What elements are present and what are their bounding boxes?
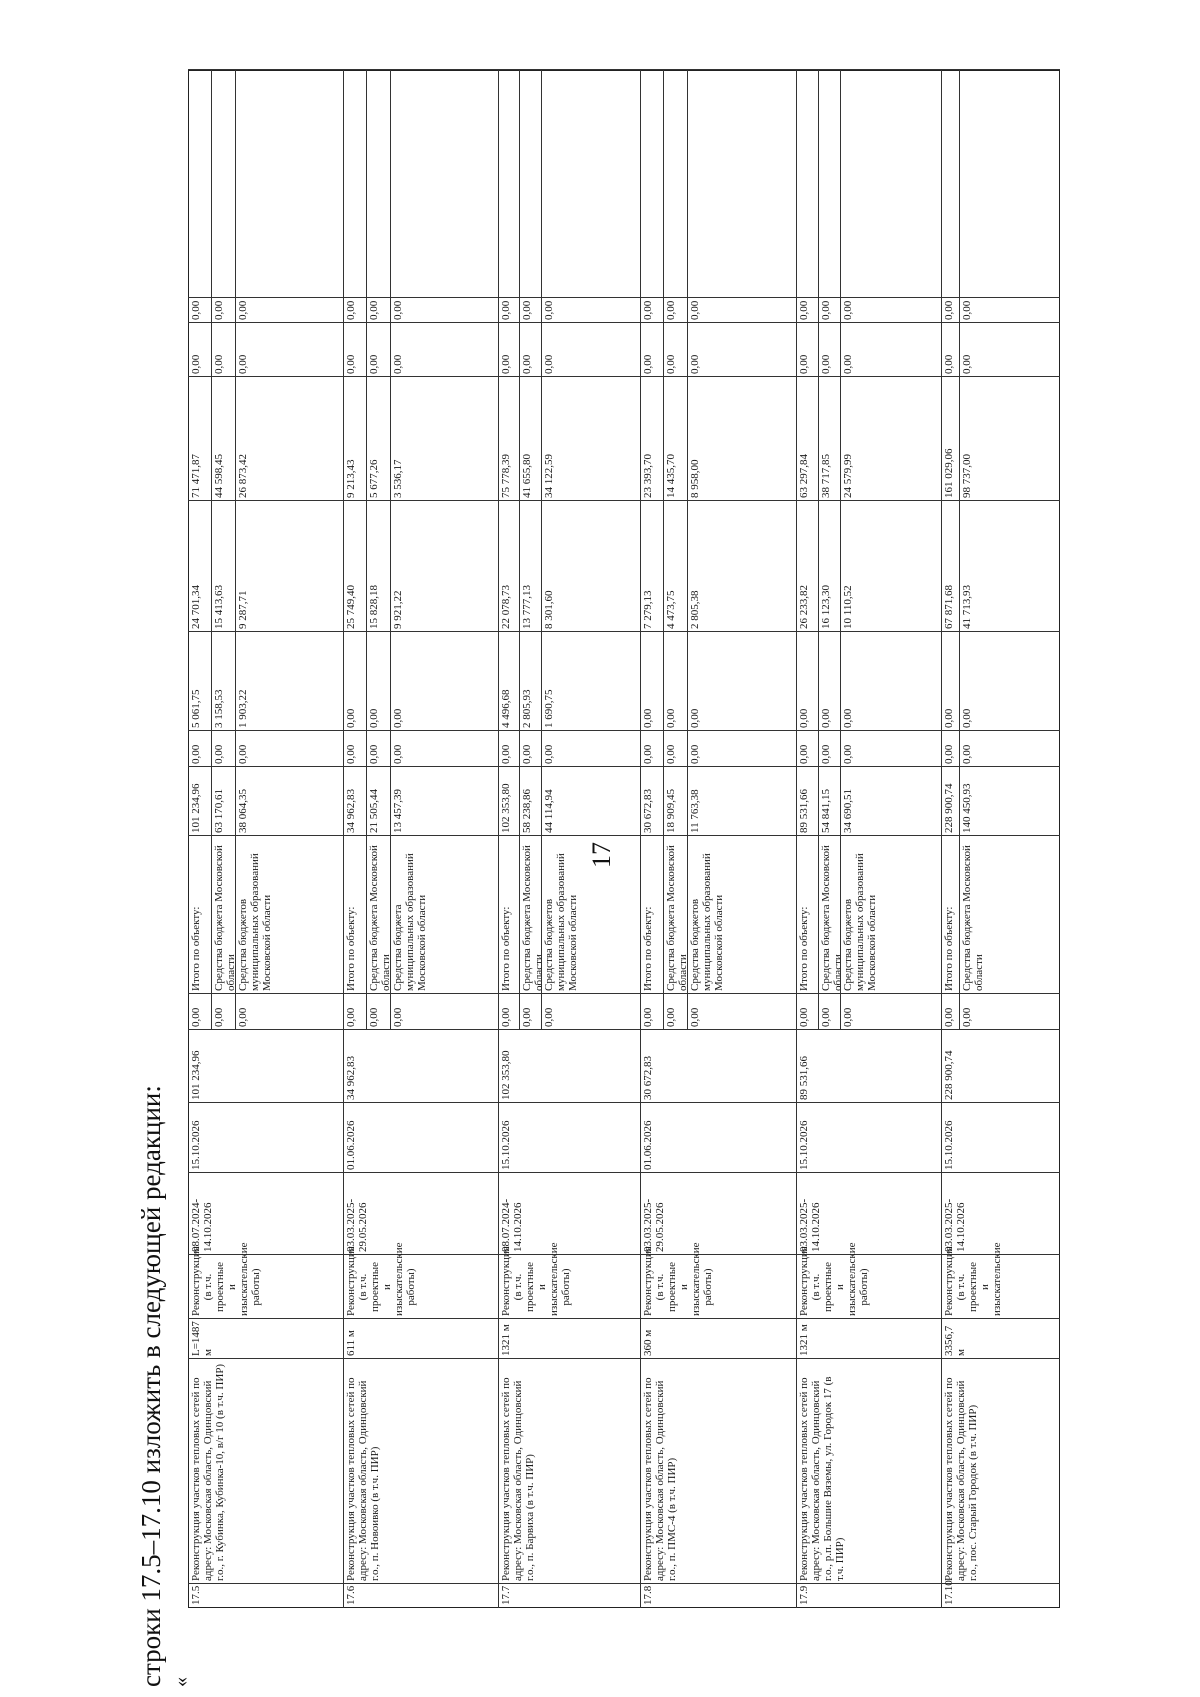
object-length: 360 м <box>642 1329 654 1356</box>
page-number: 17 <box>587 842 616 868</box>
funding-value-5: 38 717,85 <box>820 454 832 498</box>
funding-value-4: 15 413,63 <box>213 585 225 629</box>
work-period: 03.03.2025-14.10.2026 <box>798 1198 822 1252</box>
funding-value-6: 0,00 <box>500 354 512 374</box>
funding-value-5: 8 958,00 <box>689 459 701 498</box>
funding-value-a: 0,00 <box>820 1007 832 1027</box>
funding-value-7: 0,00 <box>943 300 955 320</box>
funding-total: 54 841,15 <box>820 789 832 833</box>
funding-value-a: 0,00 <box>842 1007 854 1027</box>
funding-value-7: 0,00 <box>820 300 832 320</box>
work-type: Реконструкция (в т.ч. проектные и изыскательские работы) <box>798 1242 870 1316</box>
work-type: Реконструкция (в т.ч. проектные и изыскательские работы) <box>190 1242 262 1316</box>
funding-total: 34 962,83 <box>345 789 357 833</box>
funding-value-2: 0,00 <box>368 744 380 764</box>
funding-value-2: 0,00 <box>213 744 225 764</box>
row-number: 17.8 <box>642 1585 654 1605</box>
funding-value-2: 0,00 <box>642 744 654 764</box>
end-date: 01.06.2026 <box>642 1120 654 1170</box>
funding-value-3: 5 061,75 <box>190 689 202 728</box>
funding-value-5: 9 213,43 <box>345 459 357 498</box>
funding-value-2: 0,00 <box>237 744 249 764</box>
funding-source: Средства бюджета Московской области <box>368 845 392 991</box>
funding-value-2: 0,00 <box>345 744 357 764</box>
funding-value-7: 0,00 <box>190 300 202 320</box>
end-date: 15.10.2026 <box>500 1120 512 1170</box>
funding-value-7: 0,00 <box>521 300 533 320</box>
funding-value-5: 24 579,99 <box>842 454 854 498</box>
funding-source: Итого по объекту: <box>345 906 357 991</box>
funding-value-4: 22 078,73 <box>500 585 512 629</box>
total-cost: 102 353,80 <box>500 1050 512 1100</box>
funding-total: 101 234,96 <box>190 783 202 833</box>
funding-value-2: 0,00 <box>961 744 973 764</box>
funding-value-6: 0,00 <box>842 354 854 374</box>
funding-value-a: 0,00 <box>689 1007 701 1027</box>
funding-value-2: 0,00 <box>543 744 555 764</box>
funding-source: Средства бюджетов муниципальных образований Московской области <box>543 853 579 991</box>
funding-value-5: 34 122,59 <box>543 454 555 498</box>
funding-total: 140 450,93 <box>961 783 973 833</box>
amendment-table <box>188 70 1060 1608</box>
funding-value-4: 26 233,82 <box>798 585 810 629</box>
total-cost: 228 900,74 <box>943 1050 955 1100</box>
funding-source: Средства бюджета Московской области <box>665 845 689 991</box>
object-name: Реконструкция участков тепловых сетей по адресу: Московская область, Одинцовский г.о., р.п. Большие Вяземы, ул. Городок 17 (в т.ч. ПИР) <box>798 1376 846 1581</box>
funding-total: 18 909,45 <box>665 789 677 833</box>
funding-value-6: 0,00 <box>368 354 380 374</box>
funding-value-2: 0,00 <box>521 744 533 764</box>
object-length: L=1487 м <box>190 1321 214 1356</box>
work-type: Реконструкция (в т.ч. проектные и изыскательские работы) <box>345 1242 417 1316</box>
funding-value-6: 0,00 <box>642 354 654 374</box>
funding-value-2: 0,00 <box>820 744 832 764</box>
funding-value-7: 0,00 <box>368 300 380 320</box>
funding-value-6: 0,00 <box>689 354 701 374</box>
funding-value-a: 0,00 <box>213 1007 225 1027</box>
funding-total: 21 505,44 <box>368 789 380 833</box>
total-cost: 101 234,96 <box>190 1050 202 1100</box>
funding-value-6: 0,00 <box>213 354 225 374</box>
funding-value-4: 24 701,34 <box>190 585 202 629</box>
funding-value-6: 0,00 <box>237 354 249 374</box>
object-length: 611 м <box>345 1330 357 1356</box>
funding-value-a: 0,00 <box>521 1007 533 1027</box>
funding-total: 63 170,61 <box>213 789 225 833</box>
object-length: 1321 м <box>798 1324 810 1356</box>
funding-value-a: 0,00 <box>798 1007 810 1027</box>
funding-source: Средства бюджетов муниципальных образований Московской области <box>689 853 725 991</box>
work-period: 08.07.2024-14.10.2026 <box>500 1198 524 1252</box>
funding-value-4: 8 301,60 <box>543 590 555 629</box>
funding-value-5: 161 029,06 <box>943 448 955 498</box>
funding-value-6: 0,00 <box>521 354 533 374</box>
object-name: Реконструкция участков тепловых сетей по адресу: Московская область, Одинцовский г.о., п. ПМС-4 (в т.ч. ПИР) <box>642 1377 678 1581</box>
funding-source: Итого по объекту: <box>943 906 955 991</box>
funding-value-7: 0,00 <box>392 300 404 320</box>
work-period: 08.07.2024-14.10.2026 <box>190 1198 214 1252</box>
funding-source: Средства бюджета муниципальных образований Московской области <box>392 853 428 991</box>
heading-block <box>131 887 191 1687</box>
funding-value-7: 0,00 <box>237 300 249 320</box>
end-date: 15.10.2026 <box>190 1120 202 1170</box>
funding-value-6: 0,00 <box>943 354 955 374</box>
work-type: Реконструкция (в т.ч. проектные и изыскательские <box>943 1242 1003 1316</box>
funding-total: 13 457,39 <box>392 789 404 833</box>
object-name: Реконструкция участков тепловых сетей по адресу: Московская область, Одинцовский г.о., п. Барвиха (в т.ч. ПИР) <box>500 1377 536 1581</box>
funding-value-6: 0,00 <box>345 354 357 374</box>
funding-value-a: 0,00 <box>961 1007 973 1027</box>
funding-value-2: 0,00 <box>190 744 202 764</box>
funding-value-7: 0,00 <box>842 300 854 320</box>
funding-value-a: 0,00 <box>237 1007 249 1027</box>
funding-value-3: 4 496,68 <box>500 689 512 728</box>
object-length: 3356,7 м <box>943 1325 967 1356</box>
row-number: 17.6 <box>345 1585 357 1605</box>
funding-value-7: 0,00 <box>665 300 677 320</box>
funding-value-6: 0,00 <box>190 354 202 374</box>
end-date: 01.06.2026 <box>345 1120 357 1170</box>
funding-value-5: 26 873,42 <box>237 454 249 498</box>
funding-value-2: 0,00 <box>689 744 701 764</box>
funding-value-6: 0,00 <box>543 354 555 374</box>
work-period: 03.03.2025-29.05.2026 <box>345 1198 369 1252</box>
funding-value-3: 0,00 <box>642 708 654 728</box>
funding-value-3: 1 903,22 <box>237 689 249 728</box>
total-cost: 30 672,83 <box>642 1056 654 1100</box>
funding-value-5: 71 471,87 <box>190 454 202 498</box>
work-period: 03.03.2025-29.05.2026 <box>642 1198 666 1252</box>
funding-source: Итого по объекту: <box>190 906 202 991</box>
funding-source: Средства бюджета Московской области <box>961 845 985 991</box>
funding-value-4: 4 473,75 <box>665 590 677 629</box>
funding-value-3: 0,00 <box>689 708 701 728</box>
funding-value-4: 15 828,18 <box>368 585 380 629</box>
total-cost: 34 962,83 <box>345 1056 357 1100</box>
funding-value-3: 0,00 <box>368 708 380 728</box>
funding-value-5: 41 655,80 <box>521 454 533 498</box>
funding-value-a: 0,00 <box>190 1007 202 1027</box>
funding-value-6: 0,00 <box>665 354 677 374</box>
funding-value-4: 9 921,22 <box>392 590 404 629</box>
end-date: 15.10.2026 <box>943 1120 955 1170</box>
funding-value-3: 0,00 <box>961 708 973 728</box>
row-number: 17.9 <box>798 1585 810 1605</box>
funding-value-5: 75 778,39 <box>500 454 512 498</box>
work-type: Реконструкция (в т.ч. проектные и изыскательские работы) <box>500 1242 572 1316</box>
funding-source: Средства бюджета Московской области <box>521 845 545 991</box>
funding-value-a: 0,00 <box>665 1007 677 1027</box>
funding-value-5: 3 536,17 <box>392 459 404 498</box>
object-name: Реконструкция участков тепловых сетей по адресу: Московская область, Одинцовский г.о., п. Новоивко (в т.ч. ПИР) <box>345 1377 381 1581</box>
funding-value-7: 0,00 <box>345 300 357 320</box>
column-divider <box>188 69 1060 70</box>
funding-value-2: 0,00 <box>500 744 512 764</box>
funding-total: 89 531,66 <box>798 789 810 833</box>
funding-value-3: 0,00 <box>798 708 810 728</box>
funding-value-7: 0,00 <box>213 300 225 320</box>
funding-value-7: 0,00 <box>500 300 512 320</box>
funding-value-3: 3 158,53 <box>213 689 225 728</box>
opening-quote: « <box>170 1677 192 1687</box>
funding-value-5: 98 737,00 <box>961 454 973 498</box>
object-name: Реконструкция участков тепловых сетей по адресу: Московская область, Одинцовский г.о., г. Кубинка, Кубинка-10, в/г 10 (в т.ч. ПИР) <box>190 1363 226 1581</box>
funding-value-3: 0,00 <box>665 708 677 728</box>
funding-value-7: 0,00 <box>543 300 555 320</box>
object-length: 1321 м <box>500 1324 512 1356</box>
object-name: Реконструкция участков тепловых сетей по адресу: Московская область, Одинцовский г.о., пос. Старый Городок (в т.ч. ПИР) <box>943 1377 979 1581</box>
funding-total: 58 238,86 <box>521 789 533 833</box>
total-cost: 89 531,66 <box>798 1056 810 1100</box>
funding-source: Средства бюджета Московской области <box>820 845 844 991</box>
funding-value-3: 0,00 <box>943 708 955 728</box>
funding-value-a: 0,00 <box>392 1007 404 1027</box>
funding-value-a: 0,00 <box>543 1007 555 1027</box>
funding-value-5: 44 598,45 <box>213 454 225 498</box>
funding-value-3: 1 690,75 <box>543 689 555 728</box>
funding-value-6: 0,00 <box>961 354 973 374</box>
funding-value-5: 63 297,84 <box>798 454 810 498</box>
funding-value-7: 0,00 <box>689 300 701 320</box>
funding-value-4: 13 777,13 <box>521 585 533 629</box>
funding-source: Средства бюджетов муниципальных образований Московской области <box>237 853 273 991</box>
funding-total: 34 690,51 <box>842 789 854 833</box>
funding-value-4: 41 713,93 <box>961 585 973 629</box>
funding-value-4: 25 749,40 <box>345 585 357 629</box>
work-period: 03.03.2025-14.10.2026 <box>943 1198 967 1252</box>
funding-value-5: 14 435,70 <box>665 454 677 498</box>
funding-value-a: 0,00 <box>500 1007 512 1027</box>
funding-value-2: 0,00 <box>392 744 404 764</box>
funding-value-4: 16 123,30 <box>820 585 832 629</box>
funding-value-5: 5 677,26 <box>368 459 380 498</box>
funding-value-4: 2 805,38 <box>689 590 701 629</box>
funding-value-3: 0,00 <box>842 708 854 728</box>
funding-value-7: 0,00 <box>961 300 973 320</box>
funding-value-a: 0,00 <box>345 1007 357 1027</box>
funding-value-2: 0,00 <box>842 744 854 764</box>
funding-total: 102 353,80 <box>500 783 512 833</box>
funding-value-3: 0,00 <box>820 708 832 728</box>
funding-total: 44 114,94 <box>543 789 555 833</box>
row-number: 17.5 <box>190 1585 202 1605</box>
funding-value-6: 0,00 <box>820 354 832 374</box>
funding-value-6: 0,00 <box>798 354 810 374</box>
end-date: 15.10.2026 <box>798 1120 810 1170</box>
amendment-heading: строки 17.5–17.10 изложить в следующей редакции: <box>136 1085 166 1687</box>
funding-value-7: 0,00 <box>642 300 654 320</box>
funding-value-3: 2 805,93 <box>521 689 533 728</box>
funding-value-4: 9 287,71 <box>237 590 249 629</box>
funding-total: 11 763,38 <box>689 789 701 833</box>
funding-source: Итого по объекту: <box>500 906 512 991</box>
row-number: 17.7 <box>500 1585 512 1605</box>
funding-value-4: 67 871,68 <box>943 585 955 629</box>
funding-source: Итого по объекту: <box>642 906 654 991</box>
funding-value-2: 0,00 <box>943 744 955 764</box>
funding-value-6: 0,00 <box>392 354 404 374</box>
funding-total: 228 900,74 <box>943 783 955 833</box>
funding-total: 38 064,35 <box>237 789 249 833</box>
funding-source: Итого по объекту: <box>798 906 810 991</box>
funding-source: Средства бюджета Московской области <box>213 845 237 991</box>
work-type: Реконструкция (в т.ч. проектные и изыскательские работы) <box>642 1242 714 1316</box>
funding-value-a: 0,00 <box>642 1007 654 1027</box>
funding-value-a: 0,00 <box>368 1007 380 1027</box>
funding-value-4: 10 110,52 <box>842 585 854 629</box>
funding-value-4: 7 279,13 <box>642 590 654 629</box>
funding-value-2: 0,00 <box>665 744 677 764</box>
funding-source: Средства бюджетов муниципальных образований Московской области <box>842 853 878 991</box>
row-number: 17.10 <box>943 1580 955 1605</box>
funding-value-7: 0,00 <box>798 300 810 320</box>
funding-value-5: 23 393,70 <box>642 454 654 498</box>
funding-value-2: 0,00 <box>798 744 810 764</box>
funding-value-a: 0,00 <box>943 1007 955 1027</box>
funding-value-3: 0,00 <box>345 708 357 728</box>
funding-total: 30 672,83 <box>642 789 654 833</box>
funding-value-3: 0,00 <box>392 708 404 728</box>
